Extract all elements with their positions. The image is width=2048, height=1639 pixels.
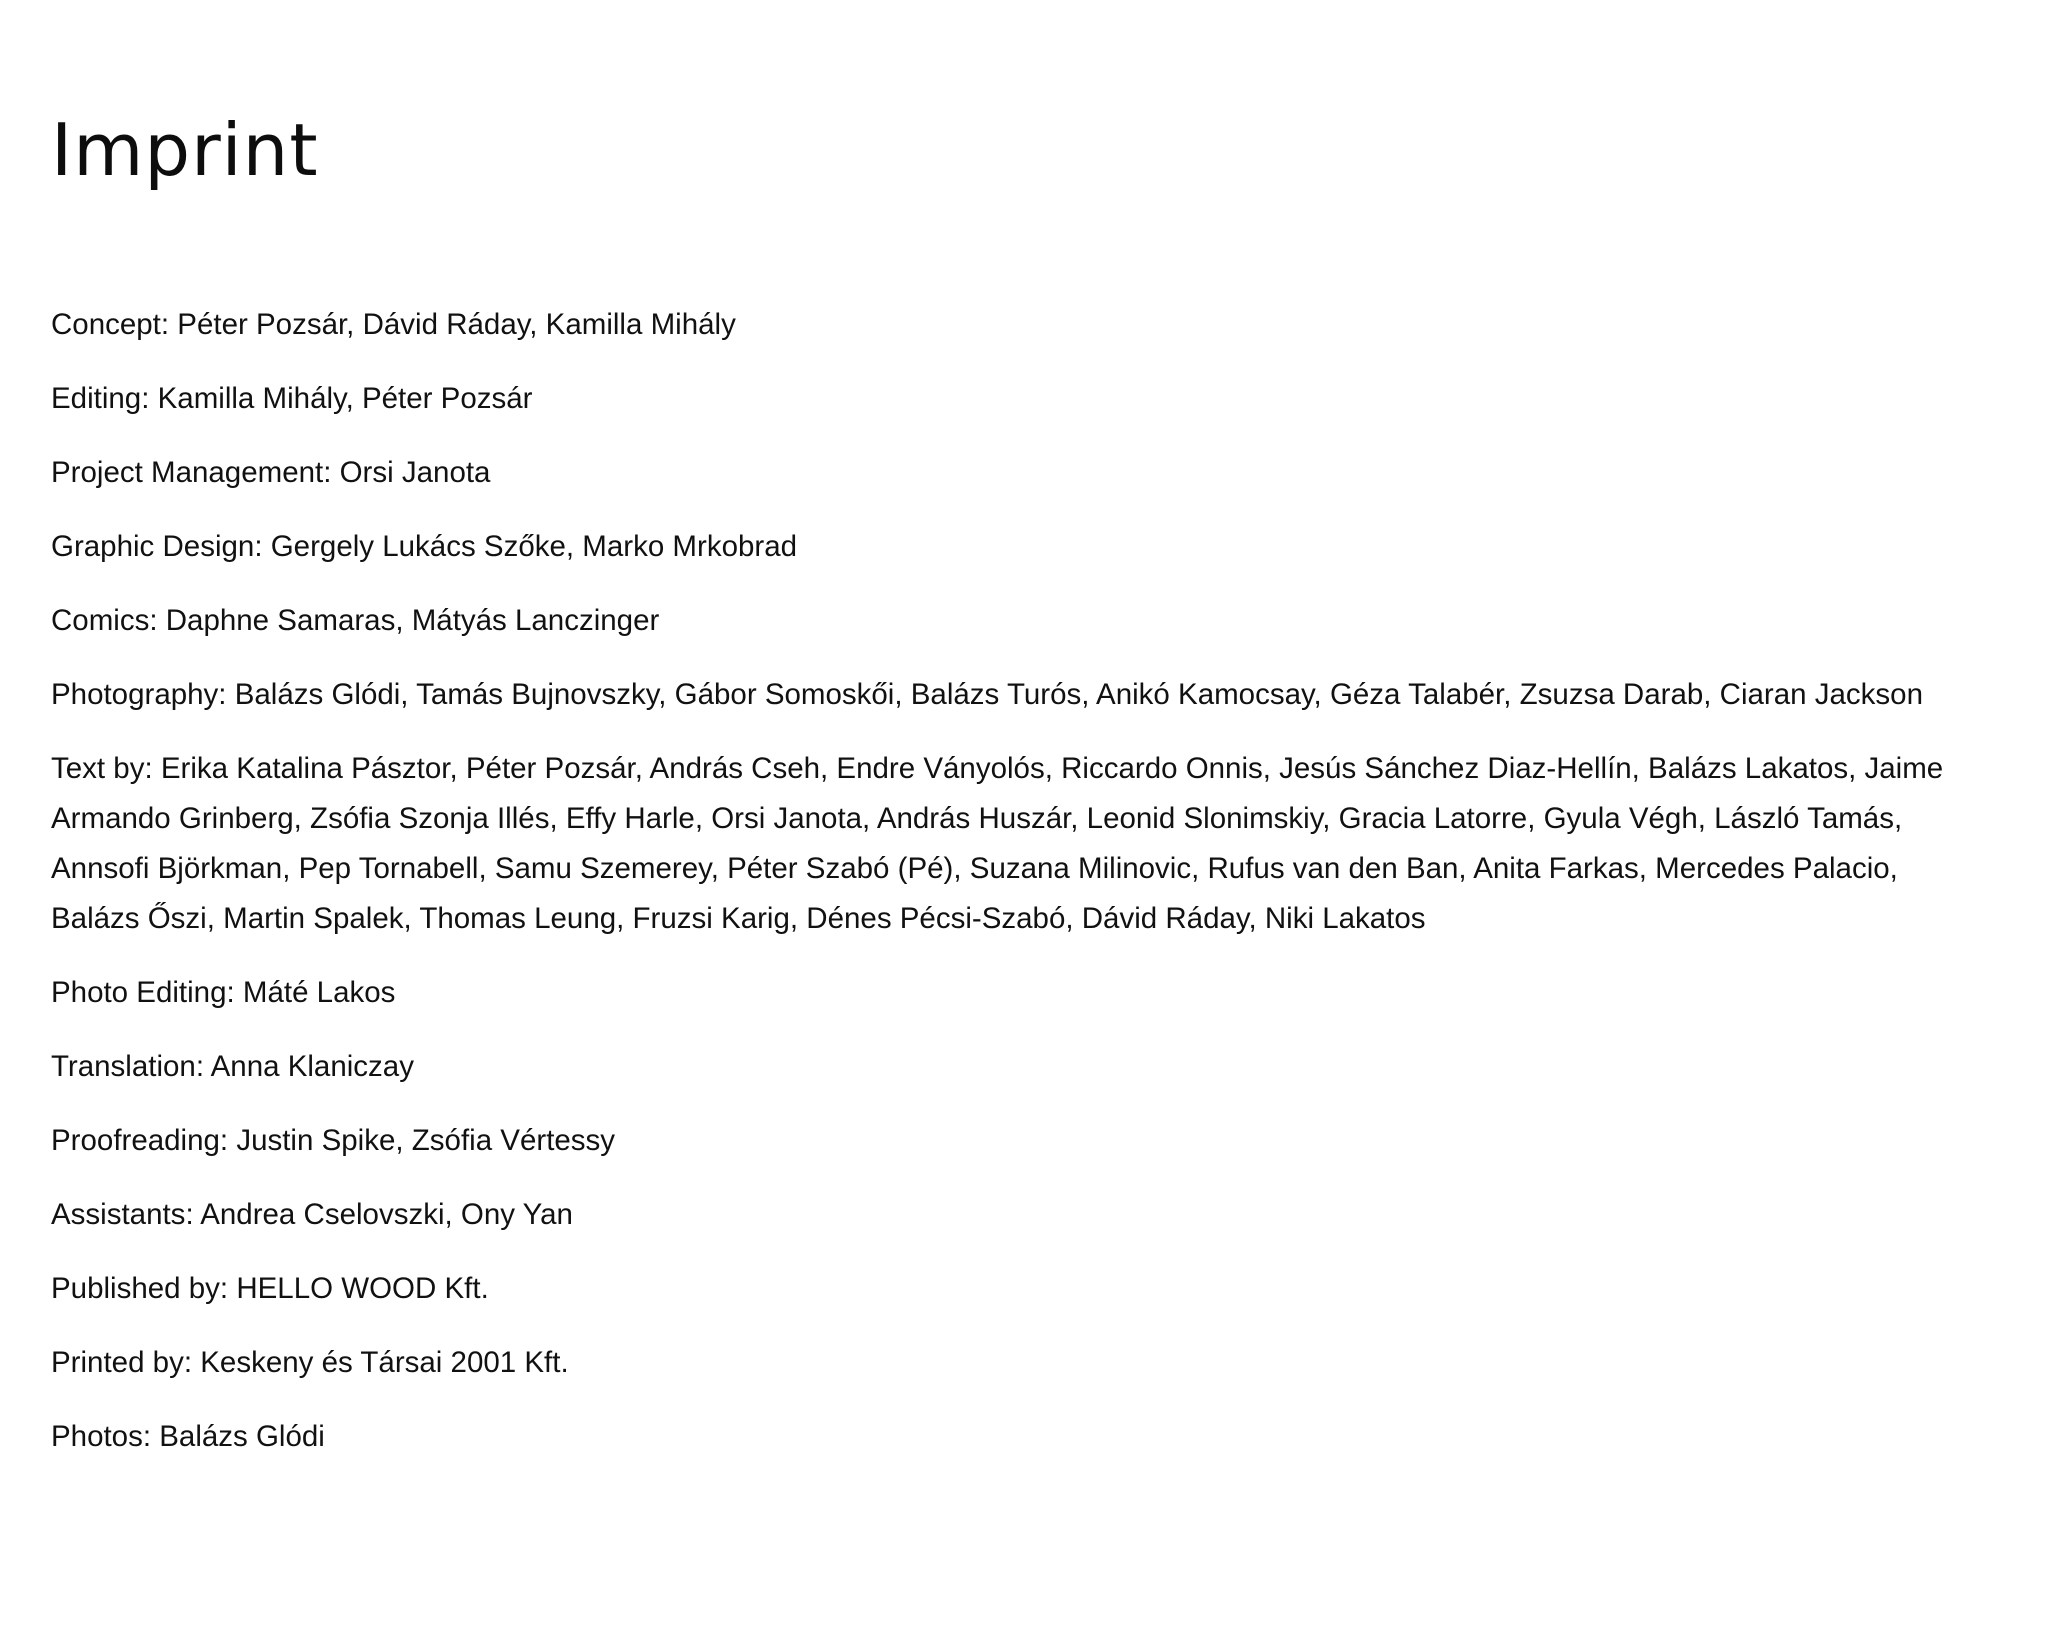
- credit-role: Concept: [51, 308, 161, 341]
- credit-separator: :: [149, 604, 166, 637]
- credit-proofreading: [51, 1116, 1991, 1166]
- credit-names: Balázs Glódi: [159, 1420, 325, 1453]
- credit-names: Orsi Janota: [339, 456, 491, 489]
- credit-separator: :: [160, 308, 178, 341]
- credit-role: Proofreading: [51, 1124, 220, 1157]
- credit-role: Translation: [51, 1050, 196, 1083]
- credit-separator: :: [254, 530, 271, 563]
- page-title: Imprint: [51, 108, 319, 192]
- credit-names: Balázs Glódi, Tamás Bujnovszky, Gábor Somoskői, Balázs Turós, Anikó Kamocsay, Géza Talabér, Zsuzsa Darab, Ciaran Jackson: [234, 678, 1923, 711]
- credit-names: Gergely Lukács Szőke, Marko Mrkobrad: [270, 530, 798, 563]
- credit-separator: :: [219, 1124, 237, 1157]
- credit-names: Péter Pozsár, Dávid Ráday, Kamilla Mihály: [177, 308, 736, 341]
- credit-names: Erika Katalina Pásztor, Péter Pozsár, András Cseh, Endre Ványolós, Riccardo Onnis, Jesús Sánchez Diaz-Hellín, Balázs Lakatos, Jaime Armando Grinberg, Zsófia Szonja Illés, Effy Harle, Orsi Janota, András Huszár, Leonid Slonimskiy, Gracia Latorre, Gyula Végh, László Tamás, Annsofi Björkman, Pep Tornabell, Samu Szemerey, Péter Szabó (Pé), Suzana Milinovic, Rufus van den Ban, Anita Farkas, Mercedes Palacio, Balázs Őszi, Martin Spalek, Thomas Leung, Fruzsi Karig, Dénes Pécsi-Szabó, Dávid Ráday, Niki Lakatos: [51, 752, 1944, 935]
- credit-role: Photos: [51, 1420, 143, 1453]
- credit-role: Comics: [51, 604, 150, 637]
- credit-photo-editing: [51, 968, 1991, 1018]
- credit-role: Project Management: [51, 456, 324, 489]
- credit-separator: :: [185, 1198, 201, 1231]
- credit-separator: :: [141, 382, 158, 415]
- credit-project-management: [51, 448, 1991, 498]
- credit-names: Keskeny és Társai 2001 Kft.: [200, 1346, 569, 1379]
- credits-list: [51, 300, 1991, 1462]
- credit-names: Anna Klaniczay: [210, 1050, 414, 1083]
- credit-photos: [51, 1412, 1991, 1462]
- credit-names: HELLO WOOD Kft.: [236, 1272, 489, 1305]
- credit-editing: [51, 374, 1991, 424]
- credit-printed-by: [51, 1338, 1991, 1388]
- credit-role: Photography: [51, 678, 219, 711]
- credit-concept: [51, 300, 1991, 350]
- credit-separator: :: [226, 976, 243, 1009]
- credit-separator: :: [323, 456, 340, 489]
- credit-text-by: [51, 744, 1991, 944]
- credit-names: Justin Spike, Zsófia Vértessy: [236, 1124, 616, 1157]
- credit-role: Assistants: [51, 1198, 186, 1231]
- credit-graphic-design: [51, 522, 1991, 572]
- credit-role: Printed by: [51, 1346, 184, 1379]
- credit-assistants: [51, 1190, 1991, 1240]
- credit-published-by: [51, 1264, 1991, 1314]
- credit-names: Máté Lakos: [242, 976, 396, 1009]
- credit-names: Andrea Cselovszki, Ony Yan: [200, 1198, 573, 1231]
- credit-role: Text by: [51, 752, 145, 785]
- imprint-page: [51, 0, 1991, 1486]
- credit-role: Editing: [51, 382, 142, 415]
- credit-separator: :: [144, 752, 161, 785]
- credit-photography: [51, 670, 1991, 720]
- credit-role: Graphic Design: [51, 530, 255, 563]
- credit-separator: :: [219, 1272, 237, 1305]
- credit-comics: [51, 596, 1991, 646]
- credit-role: Published by: [51, 1272, 220, 1305]
- credit-names: Kamilla Mihály, Péter Pozsár: [157, 382, 533, 415]
- credit-separator: :: [142, 1420, 160, 1453]
- credit-translation: [51, 1042, 1991, 1092]
- credit-names: Daphne Samaras, Mátyás Lanczinger: [165, 604, 660, 637]
- credit-separator: :: [183, 1346, 201, 1379]
- credit-separator: :: [218, 678, 235, 711]
- credit-separator: :: [195, 1050, 211, 1083]
- credit-role: Photo Editing: [51, 976, 227, 1009]
